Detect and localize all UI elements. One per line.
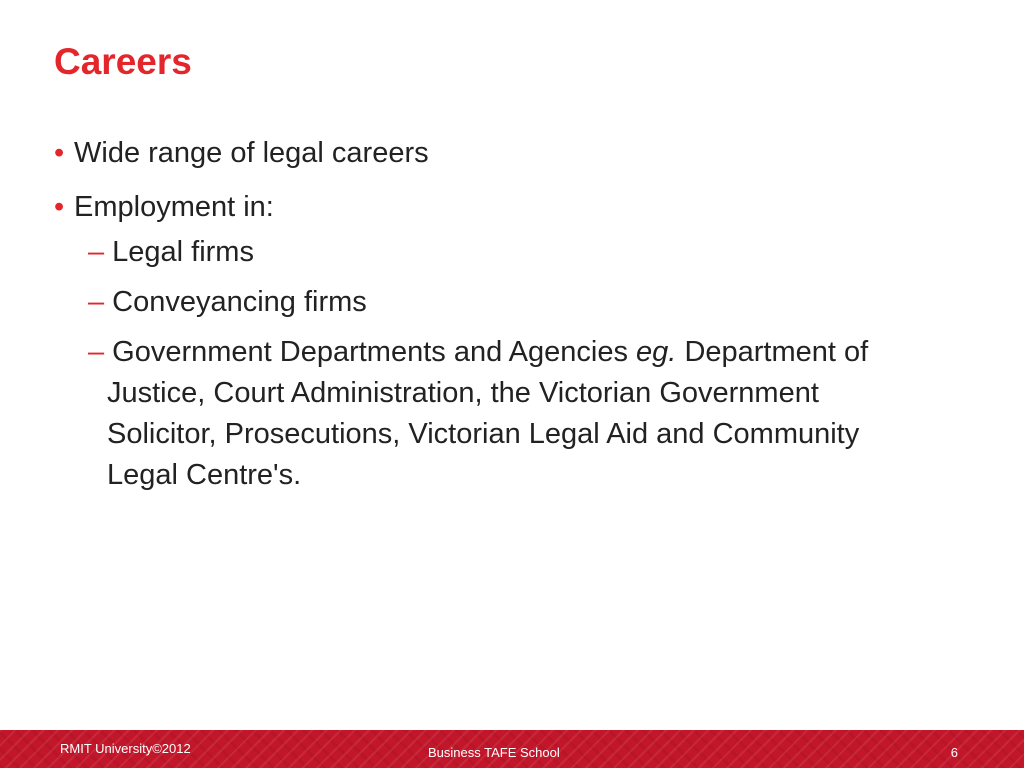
gov-lead-text: Government Departments and Agencies	[112, 336, 628, 368]
footer-page-number: 6	[950, 745, 958, 760]
slide-body	[54, 132, 914, 496]
employment-sub-list	[54, 232, 914, 496]
slide-footer	[0, 730, 1024, 768]
sub-item-text: Conveyancing firms	[112, 286, 367, 318]
dash-marker: –	[88, 286, 105, 318]
dash-marker: –	[88, 236, 105, 268]
bullet-item-wide-range	[54, 132, 914, 174]
gov-eg-text: eg.	[636, 336, 677, 368]
dash-marker: –	[88, 336, 105, 368]
gov-rest-text: Department of Justice, Court Administration, the Victorian Government Solicitor, Prosecutions, Victorian Legal Aid and Community Legal Centre's.	[107, 336, 869, 491]
slide-title: Careers	[54, 41, 192, 82]
bullet-marker: •	[54, 137, 65, 169]
sub-item-legal-firms	[54, 232, 914, 273]
bullet-marker: •	[54, 191, 65, 223]
sub-item-government	[54, 332, 914, 496]
bullet-item-employment	[54, 186, 914, 228]
bullet-text: Employment in:	[74, 191, 274, 223]
sub-item-text: Legal firms	[112, 236, 254, 268]
footer-copyright: RMIT University©2012	[60, 741, 191, 756]
footer-school-name: Business TAFE School	[428, 745, 560, 760]
bullet-text: Wide range of legal careers	[74, 137, 429, 169]
sub-item-conveyancing-firms	[54, 282, 914, 323]
